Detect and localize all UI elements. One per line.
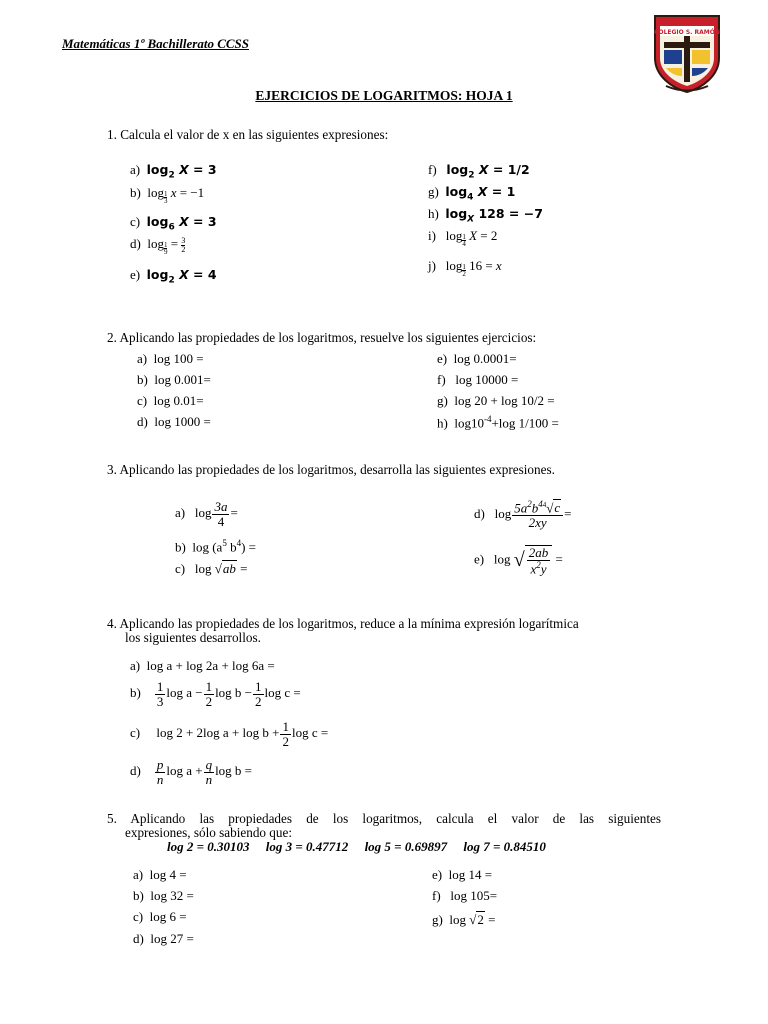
q3-item-d: d) log $\frac{5a^2b^{44}√c}{2xy}$ = (474, 499, 572, 530)
q1-item-i: i) log $\frac{1}{4}$ X = 2 (428, 228, 498, 248)
q2-item-h: h) $\log 10^{-4}+\log$ 1/100 = (437, 414, 559, 431)
q1-item-g: g) $\log_4 X = 1$ (428, 184, 516, 203)
q2-item-d: d) log 1000 = (137, 414, 211, 429)
q5-item-f: f) log 105= (432, 888, 498, 903)
q4-prompt-line1: 4. Aplicando las propiedades de los logaritmos, reduce a la mínima expresión logarítmica (107, 616, 579, 631)
q2-item-c: c) log 0.01= (137, 393, 204, 408)
q3-item-a: a) log $\frac{3a}{4}$ = (175, 499, 238, 529)
q5-prompt-line1: 5. Aplicando las propiedades de los logaritmos, calcula el valor de las siguientes (107, 811, 661, 826)
q2-item-e: e) log 0.0001= (437, 351, 517, 366)
q1-item-d: d) log $\frac{1}{9}$ = $\frac{3}{2}$ (130, 236, 186, 256)
q2-prompt: 2. Aplicando las propiedades de los logaritmos, resuelve los siguientes ejercicios: (107, 330, 537, 345)
q5-item-e: e) log 14 = (432, 867, 493, 882)
school-crest-logo (652, 12, 722, 94)
q3-prompt: 3. Aplicando las propiedades de los logaritmos, desarrolla las siguientes expresiones. (107, 462, 555, 477)
q5-item-g: g) log √2 = (432, 912, 496, 927)
q4-item-d: d) $\frac{p}{n}$ log a + $\frac{q}{n}$ log b = (130, 757, 253, 787)
worksheet-title: EJERCICIOS DE LOGARITMOS: HOJA 1 (255, 88, 513, 103)
q4-prompt-line2: los siguientes desarrollos. (125, 630, 261, 645)
q3-item-c: c) log √ab = (175, 561, 248, 576)
q1-prompt: 1. Calcula el valor de x en las siguientes expresiones: (107, 127, 389, 142)
course-header: Matemáticas 1º Bachillerato CCSS (62, 36, 250, 51)
q5-item-b: b) log 32 = (133, 888, 194, 903)
q1-item-h: h) $\log_X 128 = -7$ (428, 206, 543, 225)
q2-item-g: g) log 20 + log 10/2 = (437, 393, 555, 408)
q4-item-b: b) $\frac{1}{3}$ log a − $\frac{1}{2}$ log b − $\frac{1}{2}$ log c = (130, 679, 301, 709)
q2-item-b: b) log 0.001= (137, 372, 211, 387)
q3-item-b: b) $\log (a^5$ $b^4$) = (175, 538, 256, 555)
q1-item-e: e) $\log_2 X = 4$ (130, 267, 217, 286)
q2-item-f: f) log 10000 = (437, 372, 519, 387)
q1-item-c: c) $\log_6 X = 3$ (130, 214, 217, 233)
q5-given-values: log 2 = 0.30103 log 3 = 0.47712 log 5 = 0.69897 log 7 = 0.84510 (167, 839, 546, 854)
q4-item-a: a) log a + log 2a + log 6a = (130, 658, 275, 673)
q1-item-j: j) log $\frac{1}{2}$ 16 = x (428, 258, 502, 278)
svg-text:COLEGIO S. RAMÓN: COLEGIO S. RAMÓN (654, 29, 720, 36)
q4-item-c: c) log 2 + 2log a + log b + $\frac{1}{2}$ log c = (130, 719, 329, 749)
q1-item-f: f) $\log_2 X = 1/2$ (428, 162, 530, 181)
q5-item-c: c) log 6 = (133, 909, 187, 924)
q5-item-a: a) log 4 = (133, 867, 187, 882)
q3-item-e: e) log √ $\frac{2ab}{x^2y}$ = (474, 545, 563, 576)
q1-item-a: a) $\log_2 X = 3$ (130, 162, 217, 181)
q1-item-b: b) log $\frac{1}{3}$ x = −1 (130, 185, 205, 205)
q2-item-a: a) log 100 = (137, 351, 204, 366)
q5-prompt-line2: expresiones, sólo sabiendo que: (125, 825, 293, 840)
q5-item-d: d) log 27 = (133, 931, 194, 946)
